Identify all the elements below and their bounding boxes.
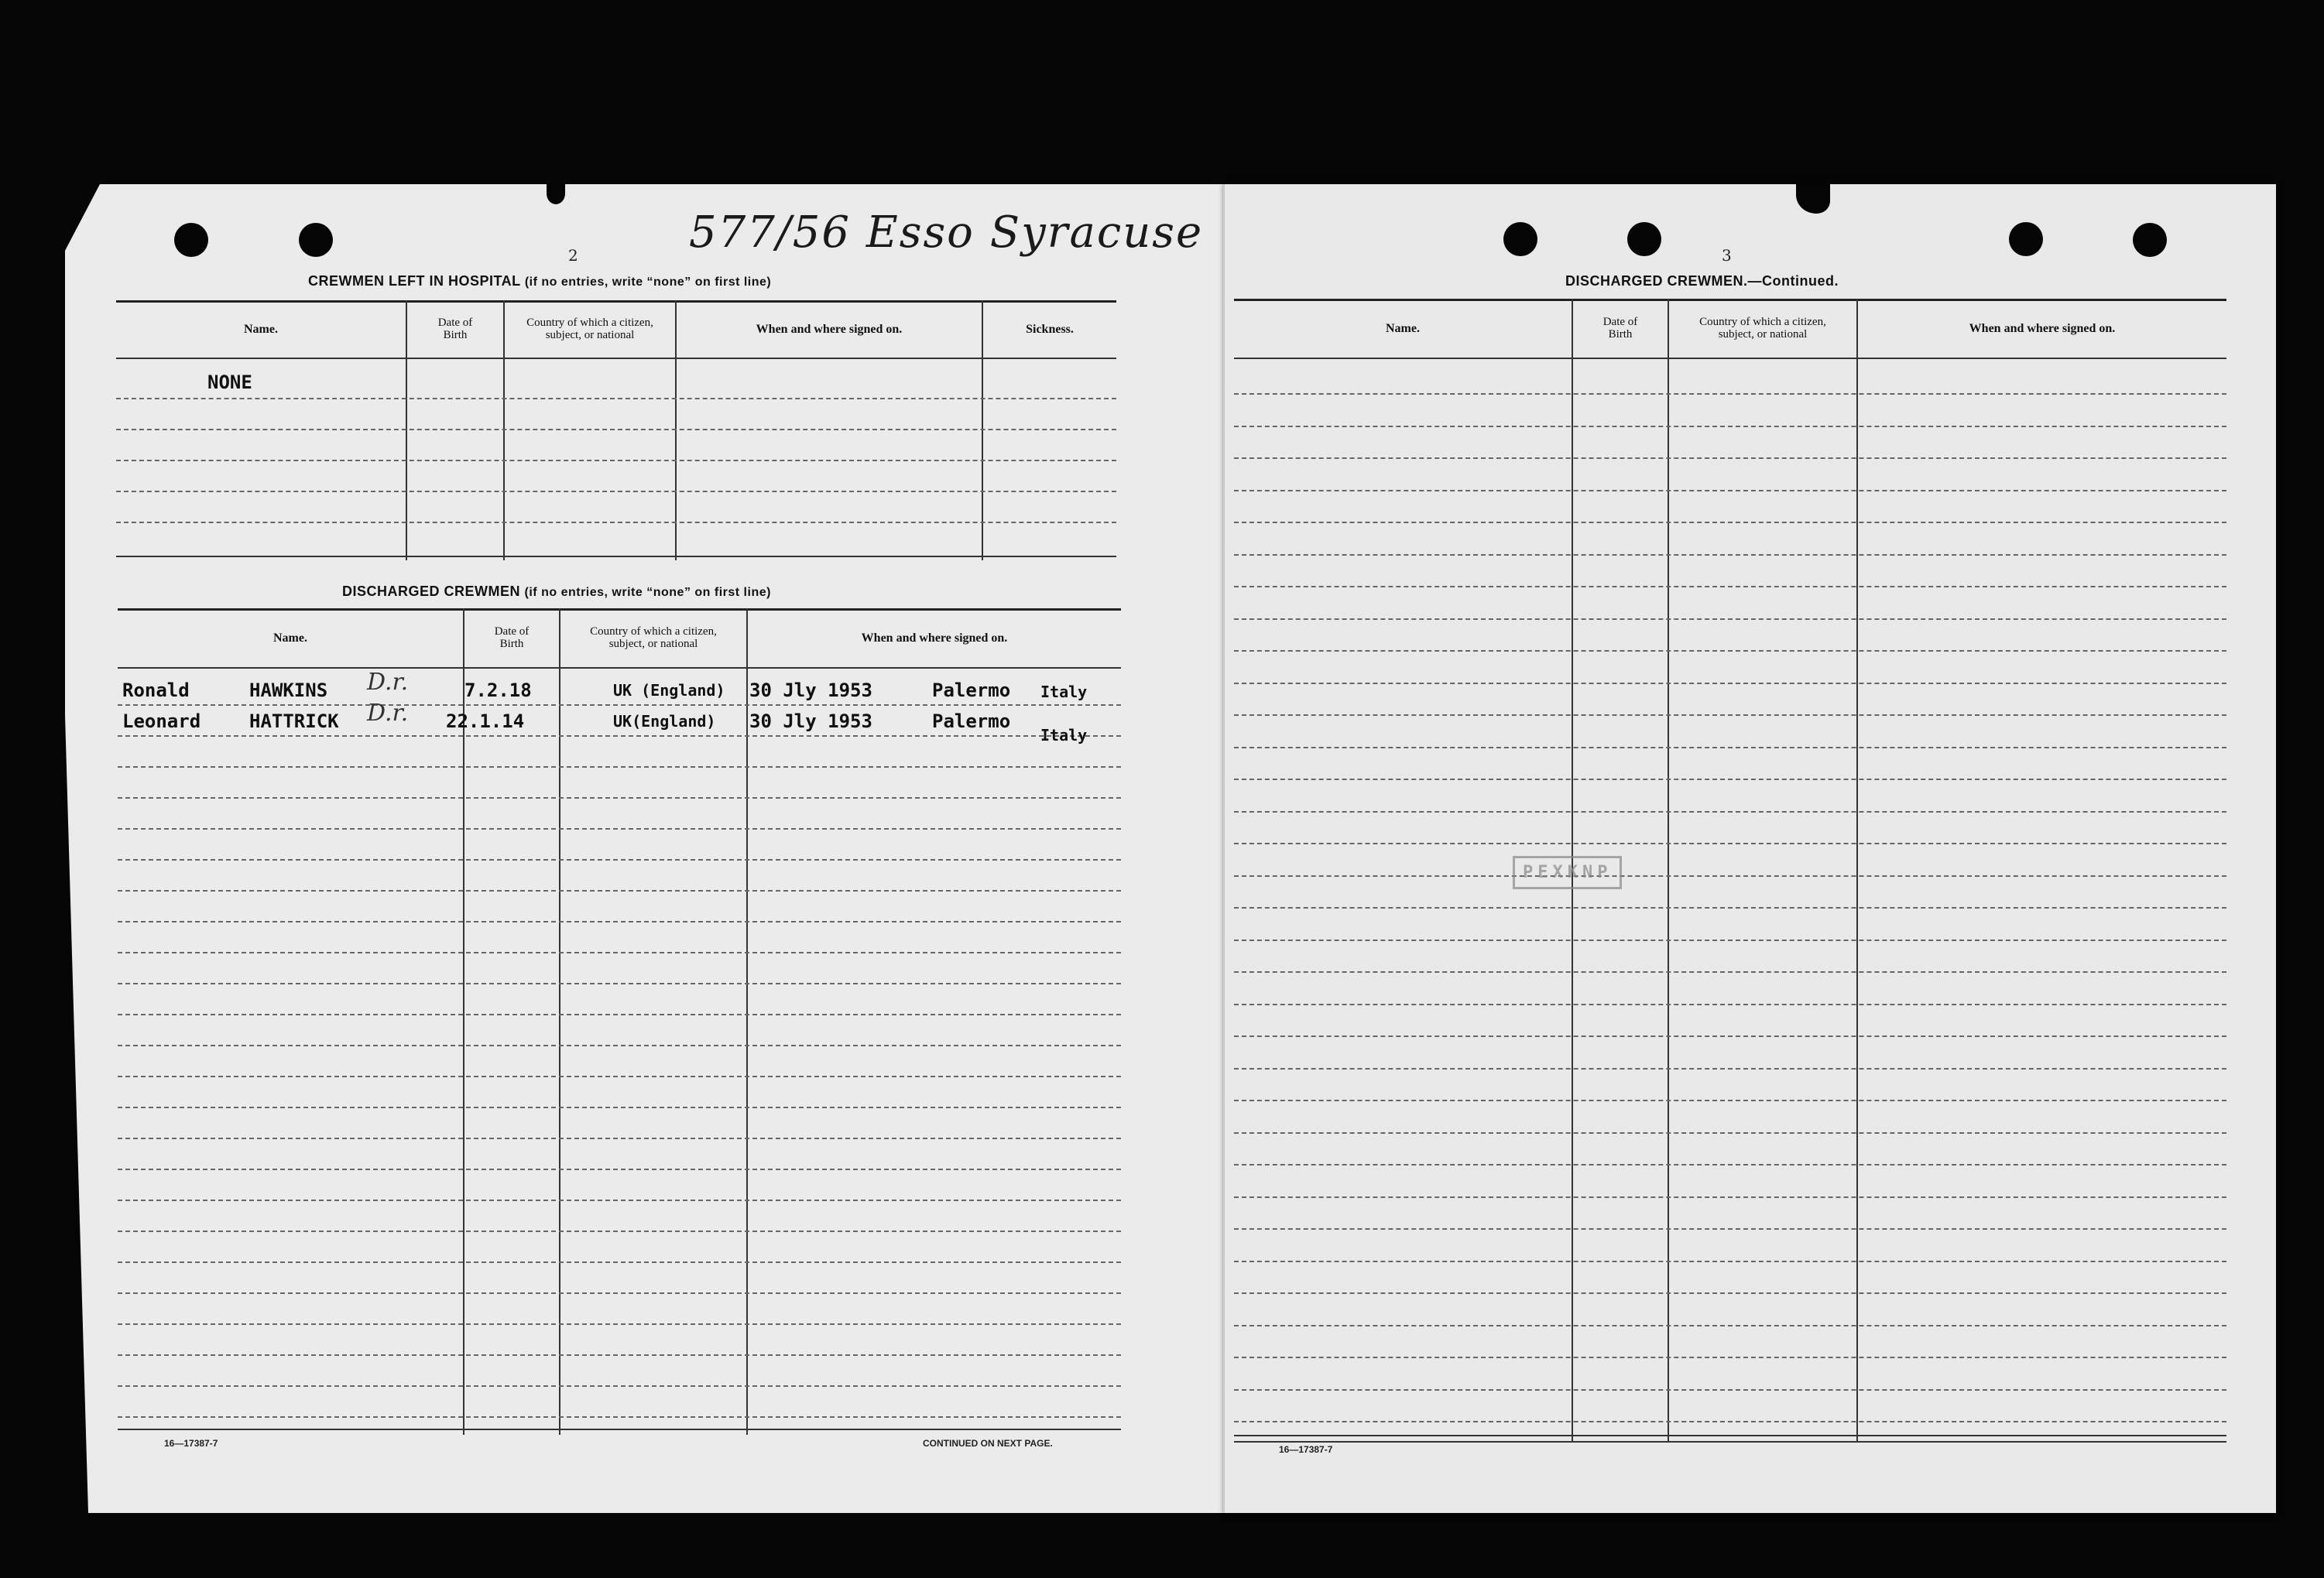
discharged-row-2-date: 30 Jly 1953: [749, 710, 872, 732]
continued-col-name: Name.: [1386, 321, 1420, 335]
page-number-right: 3: [1722, 246, 1732, 265]
discharged-col-dob: Date of Birth: [494, 625, 530, 650]
continued-col-country: Country of which a citizen, subject, or national: [1699, 316, 1826, 341]
hospital-instruction: (if no entries, write “none” on first line): [524, 276, 772, 289]
hospital-col-signed-on: When and where signed on.: [756, 322, 903, 336]
ruled-line: [1234, 522, 2226, 523]
punch-hole: [299, 223, 333, 257]
ruled-line: [118, 1138, 1121, 1139]
discharged-row-2-place: Palermo: [932, 710, 1011, 732]
ruled-line: [1234, 940, 2226, 941]
hospital-col-country: Country of which a citizen, subject, or national: [526, 317, 653, 341]
ruled-line: [1234, 426, 2226, 427]
ruled-line: [1234, 1132, 2226, 1134]
hospital-col-name: Name.: [244, 322, 278, 336]
ruled-line: [1234, 1035, 2226, 1037]
ruled-line: [1234, 907, 2226, 909]
ruled-line: [118, 704, 1121, 706]
ruled-line: [1234, 1100, 2226, 1101]
ruled-line: [118, 859, 1121, 861]
ruled-line: [1234, 1325, 2226, 1326]
discharged-title: DISCHARGED CREWMEN: [342, 584, 521, 599]
hospital-col-dob: Date of Birth: [437, 317, 473, 341]
hospital-col-sickness: Sickness.: [1026, 322, 1074, 336]
discharged-instruction: (if no entries, write “none” on first line): [524, 586, 771, 599]
ruled-line: [1234, 1068, 2226, 1070]
discharged-row-1-last: HAWKINS: [249, 679, 328, 701]
form-number-right: 16—17387-7: [1279, 1444, 1333, 1455]
ruled-line: [118, 921, 1121, 922]
ruled-line: [118, 1385, 1121, 1387]
ruled-line: [118, 1045, 1121, 1046]
annotation-ship-name: Esso Syracuse: [866, 207, 1204, 258]
discharged-row-1-initials: D.r.: [367, 669, 409, 696]
discharged-row-2-last: HATTRICK: [249, 710, 339, 732]
ruled-line: [118, 1292, 1121, 1294]
ruled-line: [118, 1076, 1121, 1077]
ruled-line: [118, 952, 1121, 953]
continued-col-signed-on: When and where signed on.: [1969, 321, 2116, 335]
ruled-line: [118, 890, 1121, 892]
punch-hole: [1627, 222, 1661, 256]
hospital-section-title: [308, 273, 771, 289]
ruled-line: [1234, 490, 2226, 491]
discharged-row-2-initials: D.r.: [367, 700, 409, 727]
ruled-line: [118, 1416, 1121, 1418]
faint-stamp: PEXKNP: [1513, 856, 1622, 889]
ruled-line: [1234, 1261, 2226, 1262]
ruled-line: [118, 735, 1121, 737]
ruled-line: [1234, 1196, 2226, 1198]
discharged-col-name: Name.: [273, 631, 307, 645]
ruled-line: [1234, 843, 2226, 844]
continued-col-dob: Date of Birth: [1602, 316, 1638, 341]
ruled-line: [1234, 586, 2226, 587]
form-number-left: 16—17387-7: [164, 1438, 218, 1449]
ruled-line: [1234, 1228, 2226, 1230]
torn-notch: [547, 183, 565, 204]
hospital-title: CREWMEN LEFT IN HOSPITAL: [308, 273, 521, 289]
ruled-line: [1234, 618, 2226, 620]
page-fold: [1223, 184, 1225, 1513]
ruled-line: [118, 1354, 1121, 1356]
ruled-line: [1234, 1164, 2226, 1166]
ruled-line: [1234, 747, 2226, 748]
ruled-line: [1234, 554, 2226, 556]
discharged-row-1-dob: 7.2.18: [464, 679, 532, 701]
ruled-line: [1234, 971, 2226, 973]
ruled-line: [1234, 1004, 2226, 1005]
discharged-row-2-place2: Italy: [1040, 726, 1088, 745]
discharged-row-2-dob: 22.1.14: [446, 710, 525, 732]
annotation-prefix: 577/56: [689, 207, 852, 258]
discharged-row-1-date: 30 Jly 1953: [749, 679, 872, 701]
ruled-line: [1234, 650, 2226, 652]
ruled-line: [118, 1200, 1121, 1201]
discharged-row-2-country: UK(England): [613, 712, 716, 731]
ruled-line: [118, 828, 1121, 830]
ruled-line: [1234, 1357, 2226, 1358]
right-section-title: DISCHARGED CREWMEN.—Continued.: [1565, 273, 1839, 289]
page-number-left: 2: [568, 246, 578, 265]
punch-hole: [174, 223, 208, 257]
discharged-section-title: [342, 584, 771, 600]
hospital-none-entry: NONE: [207, 371, 252, 393]
discharged-row-1-place: Palermo: [932, 679, 1011, 701]
punch-hole: [1503, 222, 1537, 256]
ruled-line: [118, 1231, 1121, 1232]
discharged-row-1-first: Ronald: [122, 679, 190, 701]
ruled-line: [1234, 1389, 2226, 1391]
discharged-col-signed-on: When and where signed on.: [861, 631, 1008, 645]
ruled-line: [1234, 714, 2226, 716]
ruled-line: [118, 1107, 1121, 1108]
ruled-line: [118, 766, 1121, 768]
discharged-continued-table: [1234, 299, 2226, 1443]
continued-note: CONTINUED ON NEXT PAGE.: [923, 1438, 1053, 1449]
ruled-line: [1234, 875, 2226, 877]
punch-hole: [2133, 223, 2167, 257]
ruled-line: [118, 1261, 1121, 1263]
ruled-line: [1234, 1421, 2226, 1422]
punch-hole: [2009, 222, 2043, 256]
ruled-line: [1234, 393, 2226, 395]
ruled-line: [118, 983, 1121, 984]
discharged-row-2-first: Leonard: [122, 710, 201, 732]
ruled-line: [1234, 683, 2226, 684]
ruled-line: [118, 797, 1121, 799]
hospital-table: [116, 300, 1116, 560]
ruled-line: [1234, 811, 2226, 813]
ruled-line: [118, 1323, 1121, 1325]
discharged-row-1-place2: Italy: [1040, 683, 1088, 701]
ruled-line: [118, 1014, 1121, 1015]
ruled-line: [1234, 457, 2226, 459]
discharged-table: [118, 608, 1121, 1435]
handwritten-annotation: [689, 207, 1203, 258]
ruled-line: [1234, 1292, 2226, 1294]
discharged-col-country: Country of which a citizen, subject, or national: [590, 625, 717, 650]
ruled-line: [1234, 779, 2226, 780]
discharged-row-1-country: UK (England): [613, 681, 725, 700]
ruled-line: [118, 1169, 1121, 1170]
